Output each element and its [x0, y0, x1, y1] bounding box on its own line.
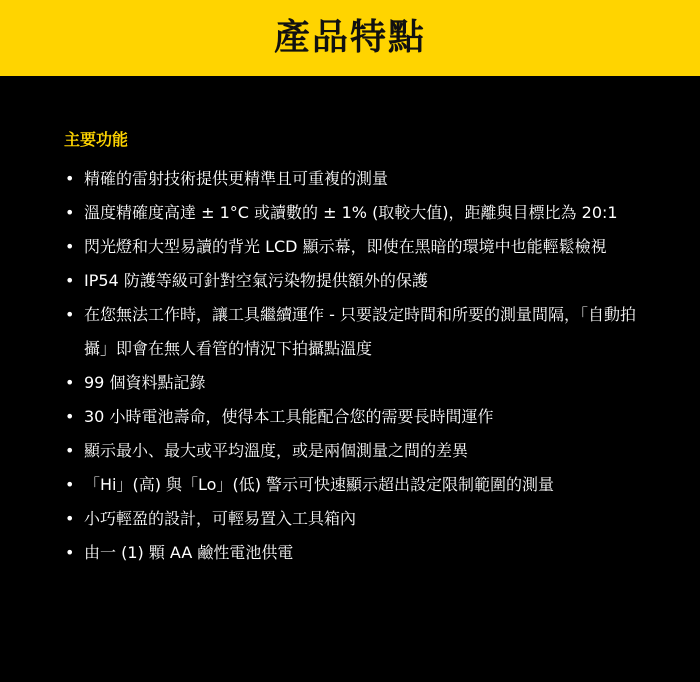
page-title: 產品特點	[273, 17, 426, 58]
feature-item-display: • 閃光燈和大型易讀的背光 LCD 顯示幕，即使在黑暗的環境中也能輕鬆檢視	[64, 230, 654, 264]
feature-item-hi-lo-alarm: • 「Hi」(高) 與「Lo」(低) 警示可快速顯示超出設定限制範圍的測量	[64, 468, 654, 502]
feature-item-min-max-avg: • 顯示最小、最大或平均溫度，或是兩個測量之間的差異	[64, 434, 654, 468]
feature-section	[64, 126, 654, 570]
section-heading: 主要功能	[64, 130, 129, 149]
feature-item-precision: • 精確的雷射技術提供更精準且可重複的測量	[64, 162, 654, 196]
feature-item-auto-capture: • 在您無法工作時，讓工具繼續運作 - 只要設定時間和所要的測量間隔，「自動拍攝」即會在無人看管的情況下拍攝點溫度	[64, 298, 654, 366]
feature-item-accuracy: • 溫度精確度高達 ± 1°C 或讀數的 ± 1% (取較大值)，距離與目標比為 20:1	[64, 196, 654, 230]
feature-list	[64, 162, 654, 570]
feature-item-ip54: • IP54 防護等級可針對空氣污染物提供額外的保護	[64, 264, 654, 298]
header-banner	[0, 0, 700, 76]
feature-item-battery-life: • 30 小時電池壽命，使得本工具能配合您的需要長時間運作	[64, 400, 654, 434]
feature-item-power-source: • 由一 (1) 顆 AA 鹼性電池供電	[64, 536, 654, 570]
feature-item-data-logging: • 99 個資料點記錄	[64, 366, 654, 400]
feature-item-compact-design: • 小巧輕盈的設計，可輕易置入工具箱內	[64, 502, 654, 536]
